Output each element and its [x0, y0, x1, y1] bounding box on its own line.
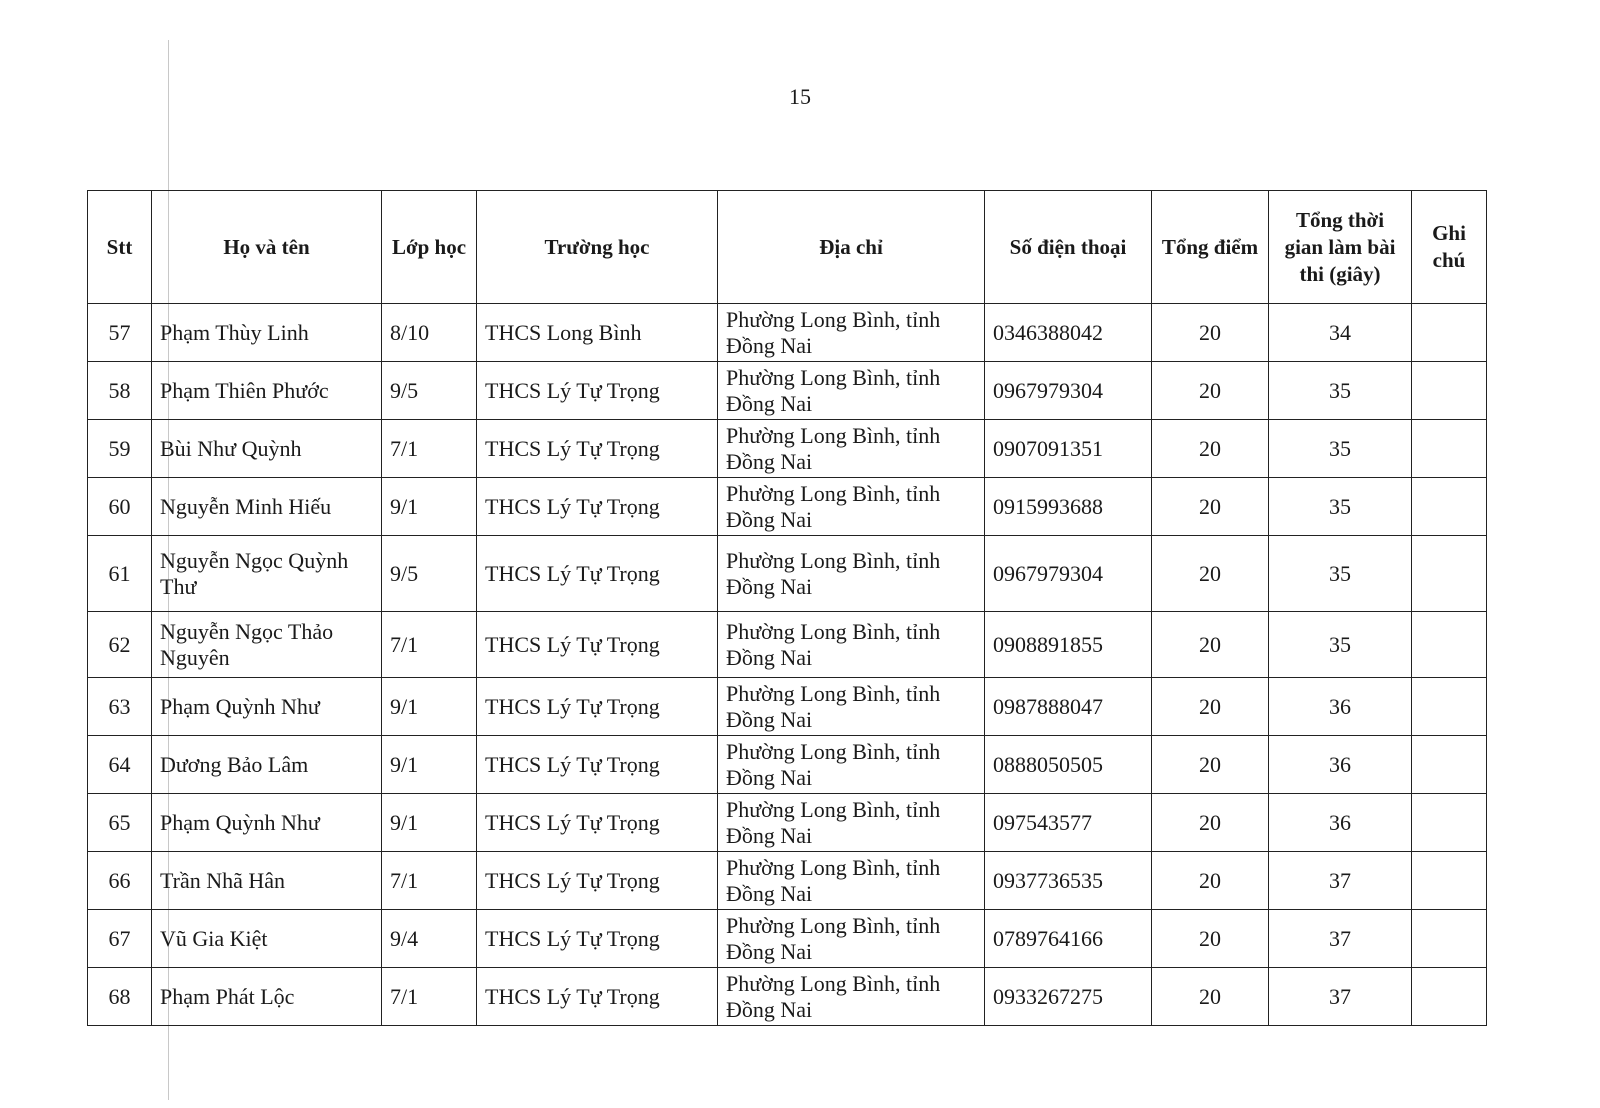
cell-note — [1412, 794, 1487, 852]
cell-score: 20 — [1152, 678, 1269, 736]
cell-score: 20 — [1152, 852, 1269, 910]
table-row — [88, 852, 1487, 910]
cell-note — [1412, 612, 1487, 678]
cell-school: THCS Lý Tự Trọng — [477, 910, 718, 968]
cell-score: 20 — [1152, 612, 1269, 678]
cell-phone: 0346388042 — [985, 304, 1152, 362]
cell-phone: 0967979304 — [985, 536, 1152, 612]
header-name: Họ và tên — [152, 191, 382, 304]
table-row — [88, 478, 1487, 536]
header-stt: Stt — [88, 191, 152, 304]
table-row — [88, 968, 1487, 1026]
table-row — [88, 304, 1487, 362]
cell-address: Phường Long Bình, tỉnh Đồng Nai — [718, 968, 985, 1026]
cell-stt: 60 — [88, 478, 152, 536]
header-class: Lớp học — [382, 191, 477, 304]
cell-class: 7/1 — [382, 612, 477, 678]
cell-note — [1412, 420, 1487, 478]
cell-phone: 097543577 — [985, 794, 1152, 852]
cell-name: Nguyễn Minh Hiếu — [152, 478, 382, 536]
cell-phone: 0933267275 — [985, 968, 1152, 1026]
cell-class: 9/1 — [382, 478, 477, 536]
cell-phone: 0789764166 — [985, 910, 1152, 968]
table-row — [88, 794, 1487, 852]
cell-score: 20 — [1152, 736, 1269, 794]
cell-school: THCS Lý Tự Trọng — [477, 612, 718, 678]
cell-class: 7/1 — [382, 420, 477, 478]
cell-phone: 0915993688 — [985, 478, 1152, 536]
table-row — [88, 536, 1487, 612]
cell-name: Phạm Thiên Phước — [152, 362, 382, 420]
cell-school: THCS Lý Tự Trọng — [477, 852, 718, 910]
cell-note — [1412, 536, 1487, 612]
cell-class: 8/10 — [382, 304, 477, 362]
cell-name: Dương Bảo Lâm — [152, 736, 382, 794]
cell-address: Phường Long Bình, tỉnh Đồng Nai — [718, 736, 985, 794]
cell-school: THCS Lý Tự Trọng — [477, 736, 718, 794]
cell-note — [1412, 678, 1487, 736]
table-header-row — [88, 191, 1487, 304]
table-row — [88, 910, 1487, 968]
cell-address: Phường Long Bình, tỉnh Đồng Nai — [718, 612, 985, 678]
cell-school: THCS Lý Tự Trọng — [477, 794, 718, 852]
cell-score: 20 — [1152, 420, 1269, 478]
cell-address: Phường Long Bình, tỉnh Đồng Nai — [718, 478, 985, 536]
cell-note — [1412, 968, 1487, 1026]
cell-name: Phạm Quỳnh Như — [152, 794, 382, 852]
cell-class: 9/1 — [382, 678, 477, 736]
cell-stt: 62 — [88, 612, 152, 678]
cell-class: 9/5 — [382, 536, 477, 612]
cell-school: THCS Lý Tự Trọng — [477, 362, 718, 420]
header-school: Trường học — [477, 191, 718, 304]
header-note: Ghi chú — [1412, 191, 1487, 304]
cell-stt: 57 — [88, 304, 152, 362]
cell-school: THCS Lý Tự Trọng — [477, 968, 718, 1026]
cell-score: 20 — [1152, 478, 1269, 536]
cell-time: 34 — [1269, 304, 1412, 362]
cell-stt: 61 — [88, 536, 152, 612]
cell-time: 37 — [1269, 968, 1412, 1026]
cell-score: 20 — [1152, 910, 1269, 968]
cell-name: Nguyễn Ngọc Thảo Nguyên — [152, 612, 382, 678]
cell-score: 20 — [1152, 304, 1269, 362]
cell-class: 9/1 — [382, 736, 477, 794]
cell-note — [1412, 736, 1487, 794]
cell-school: THCS Lý Tự Trọng — [477, 420, 718, 478]
cell-name: Nguyễn Ngọc Quỳnh Thư — [152, 536, 382, 612]
cell-stt: 66 — [88, 852, 152, 910]
cell-time: 35 — [1269, 362, 1412, 420]
cell-time: 35 — [1269, 536, 1412, 612]
cell-score: 20 — [1152, 536, 1269, 612]
cell-stt: 67 — [88, 910, 152, 968]
cell-name: Phạm Thùy Linh — [152, 304, 382, 362]
cell-time: 36 — [1269, 736, 1412, 794]
cell-time: 35 — [1269, 612, 1412, 678]
cell-stt: 63 — [88, 678, 152, 736]
cell-stt: 59 — [88, 420, 152, 478]
cell-phone: 0987888047 — [985, 678, 1152, 736]
cell-name: Phạm Quỳnh Như — [152, 678, 382, 736]
cell-address: Phường Long Bình, tỉnh Đồng Nai — [718, 420, 985, 478]
cell-note — [1412, 910, 1487, 968]
table-row — [88, 736, 1487, 794]
cell-address: Phường Long Bình, tỉnh Đồng Nai — [718, 910, 985, 968]
cell-school: THCS Lý Tự Trọng — [477, 678, 718, 736]
cell-note — [1412, 362, 1487, 420]
cell-address: Phường Long Bình, tỉnh Đồng Nai — [718, 852, 985, 910]
cell-school: THCS Lý Tự Trọng — [477, 478, 718, 536]
cell-time: 35 — [1269, 420, 1412, 478]
cell-time: 37 — [1269, 910, 1412, 968]
cell-address: Phường Long Bình, tỉnh Đồng Nai — [718, 794, 985, 852]
table-body — [88, 304, 1487, 1026]
cell-phone: 0937736535 — [985, 852, 1152, 910]
cell-time: 37 — [1269, 852, 1412, 910]
cell-note — [1412, 478, 1487, 536]
cell-class: 7/1 — [382, 968, 477, 1026]
page-number: 15 — [789, 84, 811, 109]
cell-score: 20 — [1152, 794, 1269, 852]
cell-stt: 65 — [88, 794, 152, 852]
cell-score: 20 — [1152, 968, 1269, 1026]
cell-time: 36 — [1269, 678, 1412, 736]
header-score: Tổng điểm — [1152, 191, 1269, 304]
cell-address: Phường Long Bình, tỉnh Đồng Nai — [718, 304, 985, 362]
header-time: Tổng thời gian làm bài thi (giây) — [1269, 191, 1412, 304]
cell-time: 35 — [1269, 478, 1412, 536]
cell-address: Phường Long Bình, tỉnh Đồng Nai — [718, 536, 985, 612]
cell-stt: 64 — [88, 736, 152, 794]
header-phone: Số điện thoại — [985, 191, 1152, 304]
cell-name: Phạm Phát Lộc — [152, 968, 382, 1026]
cell-note — [1412, 852, 1487, 910]
header-address: Địa chỉ — [718, 191, 985, 304]
table-row — [88, 420, 1487, 478]
cell-stt: 58 — [88, 362, 152, 420]
cell-class: 9/5 — [382, 362, 477, 420]
cell-name: Vũ Gia Kiệt — [152, 910, 382, 968]
results-table — [87, 190, 1487, 1026]
table-row — [88, 612, 1487, 678]
cell-school: THCS Lý Tự Trọng — [477, 536, 718, 612]
cell-class: 9/4 — [382, 910, 477, 968]
cell-time: 36 — [1269, 794, 1412, 852]
cell-name: Bùi Như Quỳnh — [152, 420, 382, 478]
cell-note — [1412, 304, 1487, 362]
cell-phone: 0967979304 — [985, 362, 1152, 420]
cell-phone: 0888050505 — [985, 736, 1152, 794]
table-row — [88, 362, 1487, 420]
cell-school: THCS Long Bình — [477, 304, 718, 362]
cell-name: Trần Nhã Hân — [152, 852, 382, 910]
cell-address: Phường Long Bình, tỉnh Đồng Nai — [718, 678, 985, 736]
cell-stt: 68 — [88, 968, 152, 1026]
cell-address: Phường Long Bình, tỉnh Đồng Nai — [718, 362, 985, 420]
table-row — [88, 678, 1487, 736]
cell-score: 20 — [1152, 362, 1269, 420]
cell-phone: 0908891855 — [985, 612, 1152, 678]
cell-class: 7/1 — [382, 852, 477, 910]
cell-class: 9/1 — [382, 794, 477, 852]
cell-phone: 0907091351 — [985, 420, 1152, 478]
